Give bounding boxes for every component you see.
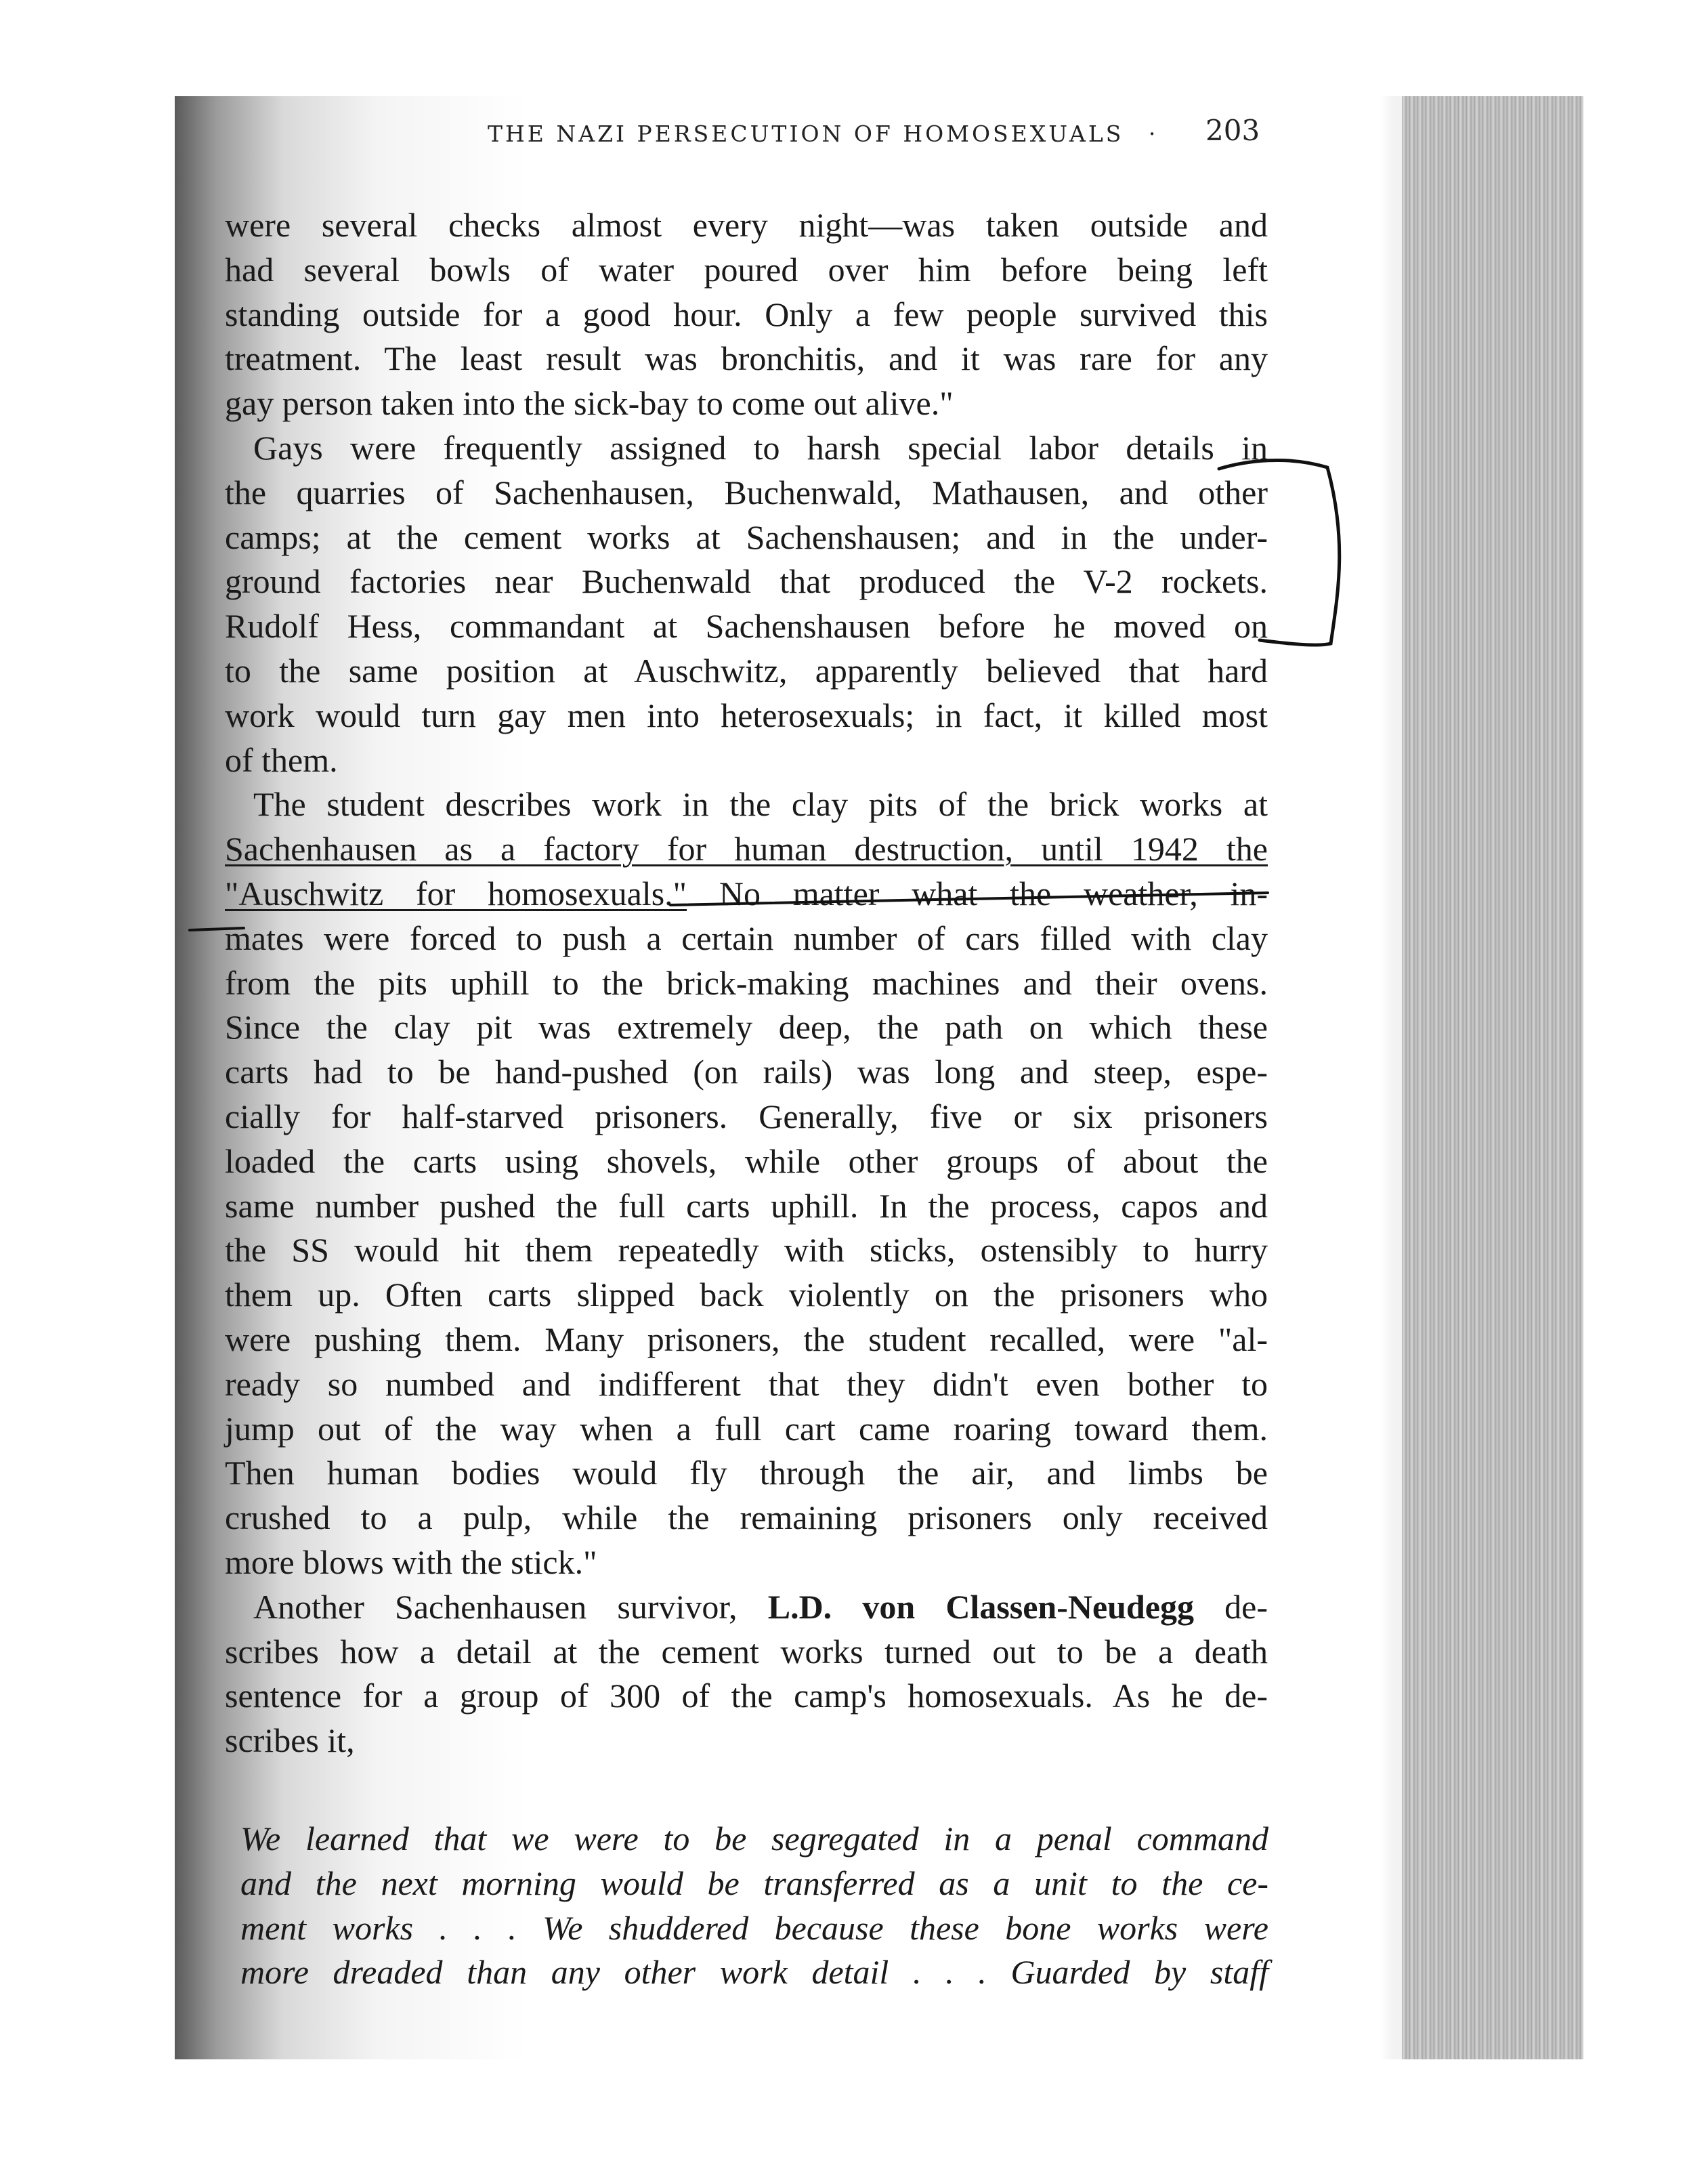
text-line: Then human bodies would fly through the air, and limbs be <box>225 1454 1268 1492</box>
text-line: The student describes work in the clay pits of the brick works at <box>253 785 1268 824</box>
underlined-phrase: "Auschwitz for homosexuals." <box>225 874 687 912</box>
text-line: more blows with the stick." <box>225 1542 597 1581</box>
text-line: loaded the carts using shovels, while other groups of about the <box>225 1141 1268 1180</box>
bold-name: L.D. von Classen-Neudegg <box>767 1587 1194 1626</box>
text-line: Rudolf Hess, commandant at Sachenshausen before he moved on <box>225 607 1268 646</box>
text-line: scribes it, <box>225 1721 355 1760</box>
text-line: Gays were frequently assigned to harsh special labor details in <box>253 428 1268 467</box>
book-spine-edge <box>1402 96 1583 2059</box>
text-line: to the same position at Auschwitz, apparently believed that hard <box>225 651 1268 690</box>
running-title: THE NAZI PERSECUTION OF HOMOSEXUALS <box>488 121 1124 147</box>
running-header <box>488 121 1273 147</box>
text-line: were pushing them. Many prisoners, the student recalled, were "al- <box>225 1320 1268 1358</box>
text-line <box>225 872 1268 917</box>
page-number: 203 <box>1205 114 1260 147</box>
quote-line: We learned that we were to be segregated in a penal command <box>240 1820 1268 1857</box>
text-line: carts had to be hand-pushed (on rails) was long and steep, espe- <box>225 1053 1268 1091</box>
text-fragment: Another Sachenhausen survivor, <box>253 1587 768 1626</box>
text-fragment: No matter what the weather, in- <box>687 874 1268 912</box>
text-line: sentence for a group of 300 of the camp's homosexuals. As he de- <box>225 1677 1268 1715</box>
quote-line: ment works . . . We shuddered because these bone works were <box>240 1908 1268 1947</box>
text-line: standing outside for a good hour. Only a few people survived this <box>225 295 1268 333</box>
quote-line: more dreaded than any other work detail . . . Guarded by staff <box>240 1953 1268 1992</box>
body-text <box>225 203 1268 1763</box>
header-separator: · <box>1148 121 1159 147</box>
text-line: ready so numbed and indifferent that they didn't even bother to <box>225 1364 1268 1403</box>
text-line: had several bowls of water poured over him before being left <box>225 250 1268 289</box>
text-line: camps; at the cement works at Sachenshausen; and in the under- <box>225 518 1268 556</box>
text-line: mates were forced to push a certain number of cars filled with clay <box>225 919 1268 957</box>
block-quote <box>240 1817 1268 1995</box>
text-line: the SS would hit them repeatedly with sticks, ostensibly to hurry <box>225 1231 1268 1269</box>
text-line: from the pits uphill to the brick-making machines and their ovens. <box>225 963 1268 1002</box>
text-line <box>225 1585 1268 1630</box>
text-fragment: de- <box>1194 1587 1268 1626</box>
text-line: treatment. The least result was bronchitis, and it was rare for any <box>225 339 1268 378</box>
text-line: same number pushed the full carts uphill. In the process, capos and <box>225 1186 1268 1225</box>
text-line: jump out of the way when a full cart came roaring toward them. <box>225 1409 1268 1448</box>
text-line: crushed to a pulp, while the remaining prisoners only received <box>225 1498 1268 1537</box>
text-line: the quarries of Sachenhausen, Buchenwald, Mathausen, and other <box>225 473 1268 511</box>
text-line: gay person taken into the sick-bay to come out alive." <box>225 384 954 423</box>
text-line: work would turn gay men into heterosexuals; in fact, it killed most <box>225 696 1268 734</box>
text-line: cially for half-starved prisoners. Generally, five or six prisoners <box>225 1097 1268 1135</box>
text-line: were several checks almost every night—was taken outside and <box>225 206 1268 244</box>
text-line: Since the clay pit was extremely deep, the path on which these <box>225 1008 1268 1047</box>
text-line: scribes how a detail at the cement works turned out to be a death <box>225 1632 1268 1671</box>
text-line: ground factories near Buchenwald that produced the V-2 rockets. <box>225 562 1268 601</box>
text-line: of them. <box>225 740 338 779</box>
text-line: them up. Often carts slipped back violently on the prisoners who <box>225 1276 1268 1314</box>
quote-line: and the next morning would be transferred as a unit to the ce- <box>240 1864 1268 1902</box>
underlined-text-line: Sachenhausen as a factory for human destruction, until 1942 the <box>225 830 1268 868</box>
